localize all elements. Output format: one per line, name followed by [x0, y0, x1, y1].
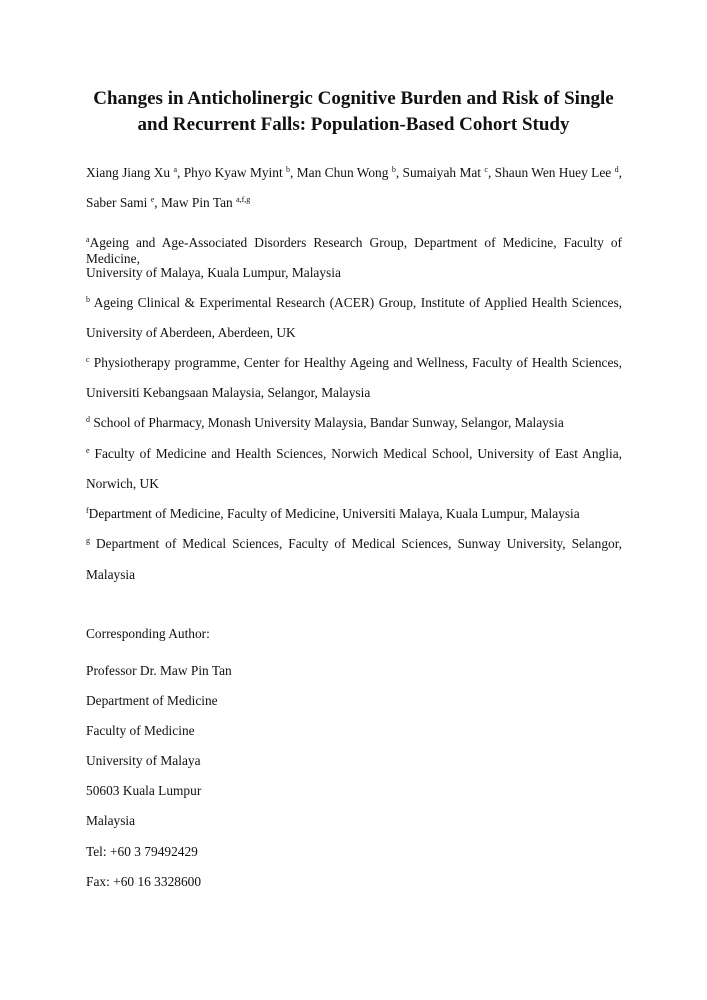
author-name: Man Chun Wong [296, 165, 389, 180]
corresponding-line: Professor Dr. Maw Pin Tan [86, 663, 232, 678]
author-name: Xiang Jiang Xu [86, 165, 171, 180]
affiliation-g-cont: Malaysia [86, 567, 136, 582]
author-name: Shaun Wen Huey Lee [494, 165, 612, 180]
corresponding-line: University of Malaya [86, 753, 201, 768]
affiliation-a: $^a$Ageing and Age-Associated Disorders Research Group, Department of Medicine, Faculty of Medicine, [86, 235, 622, 266]
affiliation-marker: e [86, 446, 90, 455]
author-line-1: Xiang Jiang Xu $^a$, Phyo Kyaw Myint $^b$, Man Chun Wong $^b$, Sumaiyah Mat $^c$, Shaun Wen Huey Lee $^d$, [86, 165, 622, 180]
corresponding-heading: Corresponding Author: [86, 626, 210, 641]
affiliation-e: $^e$ Faculty of Medicine and Health Sciences, Norwich Medical School, University of East Anglia, [86, 446, 622, 461]
corresponding-line: Department of Medicine [86, 693, 218, 708]
affiliation-marker: c [86, 355, 90, 364]
author-name: Phyo Kyaw Myint [183, 165, 283, 180]
author-name: Saber Sami [86, 195, 148, 210]
author-line-2: Saber Sami $^e$, Maw Pin Tan $^{a,f,g}$ [86, 195, 251, 210]
author-affiliation: e [150, 195, 155, 204]
affiliation-marker: f [86, 506, 89, 515]
affiliation-c: $^c$ Physiotherapy programme, Center for Healthy Ageing and Wellness, Faculty of Health Sciences, [86, 355, 622, 370]
affiliation-marker: a [86, 235, 90, 244]
paper-title [60, 86, 647, 138]
corresponding-line: Fax: +60 16 3328600 [86, 874, 202, 889]
affiliation-d: $^d$ School of Pharmacy, Monash University Malaysia, Bandar Sunway, Selangor, Malaysia [86, 415, 564, 430]
affiliation-g: $^g$ Department of Medical Sciences, Faculty of Medical Sciences, Sunway University, Selangor, [86, 536, 622, 551]
author-affiliation: a [173, 165, 177, 174]
author-name: Sumaiyah Mat [402, 165, 482, 180]
title-line-2: and Recurrent Falls: Population-Based Cohort Study [137, 114, 570, 135]
affiliation-marker: b [86, 295, 90, 304]
corresponding-line: 50603 Kuala Lumpur [86, 783, 202, 798]
affiliation-marker: d [86, 415, 90, 424]
affiliation-f: $^f$Department of Medicine, Faculty of Medicine, Universiti Malaya, Kuala Lumpur, Malaysia [86, 506, 580, 521]
corresponding-line: Faculty of Medicine [86, 723, 195, 738]
affiliation-b-cont: University of Aberdeen, Aberdeen, UK [86, 325, 296, 340]
author-affiliation: b [391, 165, 396, 174]
author-name: Maw Pin Tan [161, 195, 233, 210]
affiliation-c-cont: Universiti Kebangsaan Malaysia, Selangor, Malaysia [86, 385, 371, 400]
author-affiliation: c [484, 165, 488, 174]
affiliation-a-cont: University of Malaya, Kuala Lumpur, Malaysia [86, 265, 341, 280]
author-affiliation: b [286, 165, 291, 174]
corresponding-line: Tel: +60 3 79492429 [86, 844, 198, 859]
affiliation-marker: g [86, 536, 90, 545]
corresponding-line: Malaysia [86, 813, 136, 828]
title-line-1: Changes in Anticholinergic Cognitive Burden and Risk of Single [93, 88, 614, 109]
author-affiliation: d [614, 165, 619, 174]
affiliation-e-cont: Norwich, UK [86, 476, 159, 491]
affiliation-b: $^b$ Ageing Clinical & Experimental Research (ACER) Group, Institute of Applied Health Sciences, [86, 295, 623, 310]
author-affiliation: a,f,g [236, 195, 251, 204]
